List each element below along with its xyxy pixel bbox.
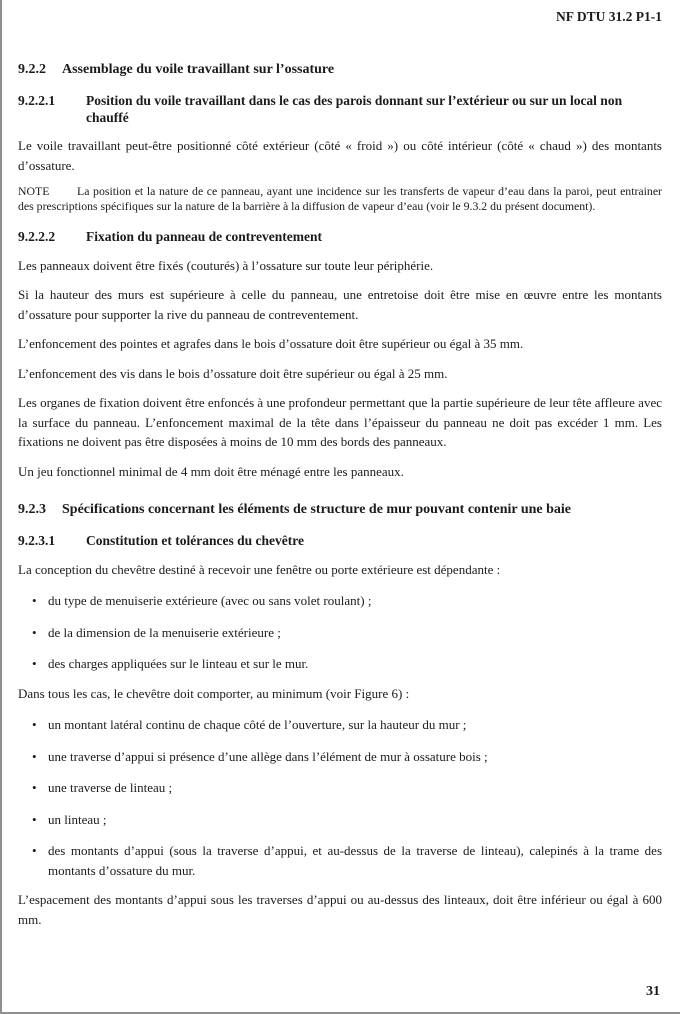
doc-reference: NF DTU 31.2 P1-1 [556,9,662,24]
list-item-text: un montant latéral continu de chaque côté de l’ouverture, sur la hauteur du mur ; [48,717,467,732]
bullet-icon: • [32,780,37,795]
note-label: NOTE [18,184,50,198]
section-number: 9.2.2.2 [18,229,56,244]
bullet-icon: • [32,717,37,732]
section-number: 9.2.2 [18,62,46,77]
section-heading-9-2-3 [18,501,662,518]
section-title: Spécifications concernant les éléments de structure de mur pouvant contenir une baie [62,502,572,517]
paragraph: Si la hauteur des murs est supérieure à celle du panneau, une entretoise doit être mise en œuvre entre les montants d’ossature pour supporter la rive du panneau de contreventement. [18,287,662,322]
note-text: La position et la nature de ce panneau, ayant une incidence sur les transferts de vapeur d’eau dans la paroi, peut entrainer des prescriptions spécifiques sur la nature de la barrière à la diffusion de vapeur d’eau (voir le 9.3.2 du présent document). [18,184,662,213]
bullet-icon: • [32,593,37,608]
section-number: 9.2.2.1 [18,93,56,108]
paragraph: Les organes de fixation doivent être enfoncés à une profondeur permettant que la partie supérieure de leur tête affleure avec la surface du panneau. L’enfoncement maximal de la tête dans l’épaisseur du panneau ne doit pas excéder 1 mm. Les fixations ne doivent pas être disposées à moins de 10 mm des bords des panneaux. [18,395,662,449]
section-heading-9-2-3-1 [18,533,662,550]
bullet-icon: • [32,811,37,827]
list-item [18,654,662,674]
paragraph: Les panneaux doivent être fixés (couturés) à l’ossature sur toute leur périphérie. [18,257,434,273]
list-item-text: une traverse de linteau ; [48,780,173,795]
list-item [18,810,662,830]
section-title: Fixation du panneau de contreventement [86,229,323,244]
note [18,184,662,214]
paragraph: Dans tous les cas, le chevêtre doit comporter, au minimum (voir Figure 6) : [18,685,410,701]
document-header [18,8,662,25]
paragraph: Le voile travaillant peut-être positionné côté extérieur (côté « froid ») ou côté intérieur (côté « chaud ») des montants d’ossature. [18,138,662,173]
section-heading-9-2-2-1 [18,93,662,126]
section-heading-9-2-2-2 [18,229,662,246]
list-item [18,591,662,611]
list-item-text: des montants d’appui (sous la traverse d’appui, et au-dessus de la traverse de linteau), calepinés à la trame des montants d’ossature du mur. [48,843,662,878]
list-item [18,747,662,767]
list-item [18,841,662,880]
list-item [18,623,662,643]
list-item [18,715,662,735]
list-item-text: des charges appliquées sur le linteau et sur le mur. [48,656,309,671]
list-item-text: un linteau ; [48,811,107,827]
paragraph: L’espacement des montants d’appui sous les traverses d’appui ou au-dessus des linteaux, doit être inférieur ou égal à 600 mm. [18,892,662,927]
section-number: 9.2.3 [18,502,46,517]
bullet-icon: • [32,656,37,671]
list-item [18,778,662,798]
section-title: Assemblage du voile travaillant sur l’ossature [62,62,335,77]
list-item-text: une traverse d’appui si présence d’une allège dans l’élément de mur à ossature bois ; [48,748,488,764]
bullet-list [18,591,662,674]
section-title: Position du voile travaillant dans le cas des parois donnant sur l’extérieur ou sur un local non chauffé [86,93,623,125]
section-number: 9.2.3.1 [18,533,56,548]
paragraph: L’enfoncement des pointes et agrafes dans le bois d’ossature doit être supérieur ou égal à 35 mm. [18,336,524,351]
section-title: Constitution et tolérances du chevêtre [86,533,304,548]
page-number: 31 [646,984,660,999]
paragraph: Un jeu fonctionnel minimal de 4 mm doit être ménagé entre les panneaux. [18,463,404,479]
bullet-icon: • [32,843,37,858]
bullet-list [18,715,662,880]
section-heading-9-2-2 [18,61,662,78]
bullet-icon: • [32,748,37,764]
list-item-text: de la dimension de la menuiserie extérieure ; [48,624,281,640]
list-item-text: du type de menuiserie extérieure (avec ou sans volet roulant) ; [48,593,372,608]
paragraph: L’enfoncement des vis dans le bois d’ossature doit être supérieur ou égal à 25 mm. [18,365,448,381]
paragraph: La conception du chevêtre destiné à recevoir une fenêtre ou porte extérieure est dépendante : [18,561,501,577]
bullet-icon: • [32,624,37,640]
